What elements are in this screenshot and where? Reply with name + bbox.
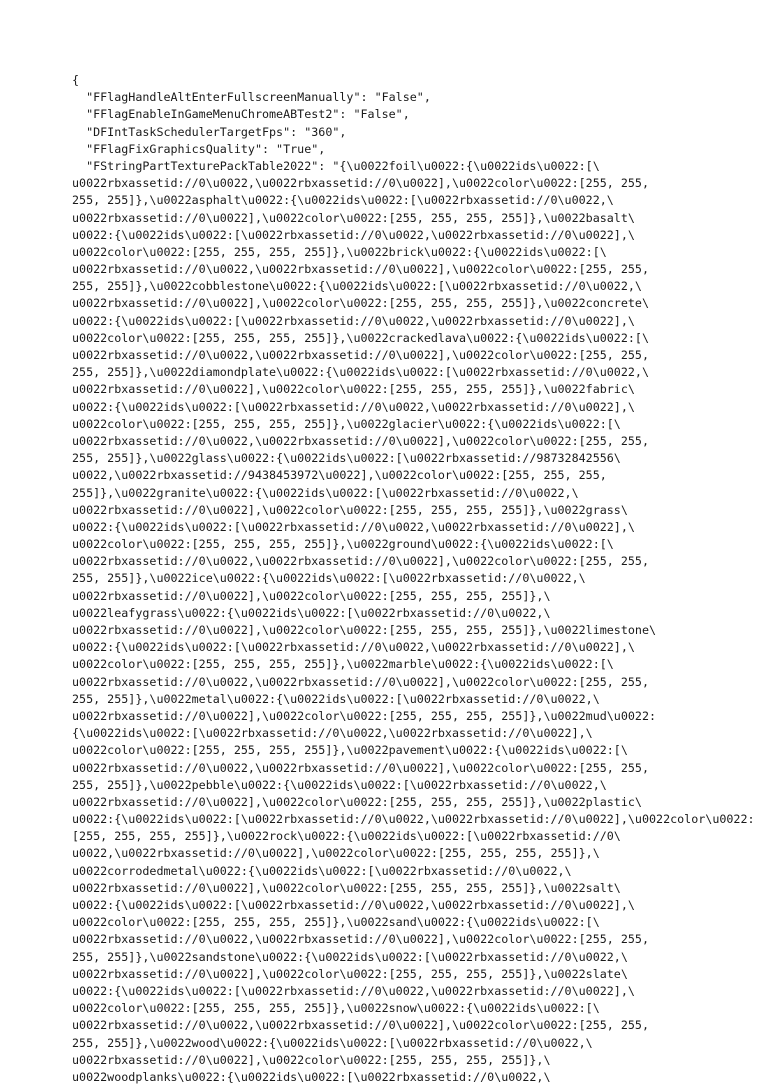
code-line: "FFlagHandleAltEnterFullscreenManually": "False", xyxy=(72,90,431,105)
code-line: u0022rbxassetid://0\u0022,\u0022rbxassetid://0\u0022],\u0022color\u0022:[255, 255, xyxy=(72,433,649,448)
code-line: 255, 255]},\u0022sandstone\u0022:{\u0022ids\u0022:[\u0022rbxassetid://0\u0022,\ xyxy=(72,949,628,964)
code-line: u0022color\u0022:[255, 255, 255, 255]},\u0022ground\u0022:{\u0022ids\u0022:[\ xyxy=(72,537,614,552)
code-line: 255, 255]},\u0022pebble\u0022:{\u0022ids\u0022:[\u0022rbxassetid://0\u0022,\ xyxy=(72,777,607,792)
code-line: u0022rbxassetid://0\u0022],\u0022color\u0022:[255, 255, 255, 255]},\u0022slate\ xyxy=(72,966,628,981)
code-line: u0022corrodedmetal\u0022:{\u0022ids\u0022:[\u0022rbxassetid://0\u0022,\ xyxy=(72,863,572,878)
code-line: "FFlagFixGraphicsQuality": "True", xyxy=(72,141,326,156)
code-line: u0022rbxassetid://0\u0022],\u0022color\u0022:[255, 255, 255, 255]},\u0022concrete\ xyxy=(72,296,649,311)
code-line: u0022rbxassetid://0\u0022,\u0022rbxassetid://0\u0022],\u0022color\u0022:[255, 255, xyxy=(72,348,649,362)
code-line: 255, 255]},\u0022ice\u0022:{\u0022ids\u0022:[\u0022rbxassetid://0\u0022,\ xyxy=(72,571,586,586)
code-line: u0022color\u0022:[255, 255, 255, 255]},\u0022brick\u0022:{\u0022ids\u0022:[\ xyxy=(72,244,607,259)
code-line: 255, 255]},\u0022asphalt\u0022:{\u0022ids\u0022:[\u0022rbxassetid://0\u0022,\ xyxy=(72,193,614,208)
code-line: u0022leafygrass\u0022:{\u0022ids\u0022:[\u0022rbxassetid://0\u0022,\ xyxy=(72,605,551,620)
code-line: u0022rbxassetid://0\u0022],\u0022color\u0022:[255, 255, 255, 255]},\u0022fabric\ xyxy=(72,382,635,397)
code-line: 255, 255]},\u0022wood\u0022:{\u0022ids\u0022:[\u0022rbxassetid://0\u0022,\ xyxy=(72,1035,593,1050)
code-line: u0022:{\u0022ids\u0022:[\u0022rbxassetid://0\u0022,\u0022rbxassetid://0\u0022],\ xyxy=(72,519,635,534)
code-line: { xyxy=(72,73,80,87)
code-line: 255, 255]},\u0022glass\u0022:{\u0022ids\u0022:[\u0022rbxassetid://98732842556\ xyxy=(72,451,621,466)
code-line: u0022rbxassetid://0\u0022],\u0022color\u0022:[255, 255, 255, 255]},\u0022limestone\ xyxy=(72,623,657,637)
code-line: u0022rbxassetid://0\u0022],\u0022color\u0022:[255, 255, 255, 255]},\ xyxy=(72,588,551,603)
code-line: "FStringPartTexturePackTable2022": "{\u0022foil\u0022:{\u0022ids\u0022:[\ xyxy=(72,158,600,173)
code-line: u0022,\u0022rbxassetid://0\u0022],\u0022color\u0022:[255, 255, 255, 255]},\ xyxy=(72,846,600,861)
code-line: u0022rbxassetid://0\u0022,\u0022rbxassetid://0\u0022],\u0022color\u0022:[255, 255, xyxy=(72,262,649,277)
code-line: u0022:{\u0022ids\u0022:[\u0022rbxassetid://0\u0022,\u0022rbxassetid://0\u0022],\ xyxy=(72,313,635,328)
code-line: u0022color\u0022:[255, 255, 255, 255]},\u0022marble\u0022:{\u0022ids\u0022:[\ xyxy=(72,657,614,672)
code-line: "DFIntTaskSchedulerTargetFps": "360", xyxy=(72,124,347,139)
code-line: u0022:{\u0022ids\u0022:[\u0022rbxassetid://0\u0022,\u0022rbxassetid://0\u0022],\ xyxy=(72,983,635,998)
code-line: [255, 255, 255, 255]},\u0022rock\u0022:{\u0022ids\u0022:[\u0022rbxassetid://0\ xyxy=(72,829,621,844)
code-line: u0022woodplanks\u0022:{\u0022ids\u0022:[\u0022rbxassetid://0\u0022,\ xyxy=(72,1069,551,1084)
code-line: u0022rbxassetid://0\u0022],\u0022color\u0022:[255, 255, 255, 255]},\u0022mud\u0022: xyxy=(72,708,657,723)
code-line: u0022:{\u0022ids\u0022:[\u0022rbxassetid://0\u0022,\u0022rbxassetid://0\u0022],\ xyxy=(72,227,635,242)
code-line: u0022rbxassetid://0\u0022,\u0022rbxassetid://0\u0022],\u0022color\u0022:[255, 255, xyxy=(72,554,649,569)
code-line: u0022color\u0022:[255, 255, 255, 255]},\u0022pavement\u0022:{\u0022ids\u0022:[\ xyxy=(72,743,628,758)
code-line: u0022:{\u0022ids\u0022:[\u0022rbxassetid://0\u0022,\u0022rbxassetid://0\u0022],\ xyxy=(72,640,635,655)
code-line: u0022color\u0022:[255, 255, 255, 255]},\u0022glacier\u0022:{\u0022ids\u0022:[\ xyxy=(72,416,621,431)
code-line: 255, 255]},\u0022cobblestone\u0022:{\u0022ids\u0022:[\u0022rbxassetid://0\u0022,\ xyxy=(72,279,642,294)
code-line: u0022rbxassetid://0\u0022],\u0022color\u0022:[255, 255, 255, 255]},\u0022plastic\ xyxy=(72,794,642,809)
code-line: 255]},\u0022granite\u0022:{\u0022ids\u0022:[\u0022rbxassetid://0\u0022,\ xyxy=(72,485,579,500)
code-line: u0022color\u0022:[255, 255, 255, 255]},\u0022snow\u0022:{\u0022ids\u0022:[\ xyxy=(72,1001,600,1016)
json-code-block xyxy=(72,72,755,1086)
code-line: u0022,\u0022rbxassetid://9438453972\u0022],\u0022color\u0022:[255, 255, 255, xyxy=(72,468,607,483)
code-line: u0022:{\u0022ids\u0022:[\u0022rbxassetid://0\u0022,\u0022rbxassetid://0\u0022],\u0022color\u0022: xyxy=(72,812,755,827)
code-line: u0022rbxassetid://0\u0022],\u0022color\u0022:[255, 255, 255, 255]},\u0022grass\ xyxy=(72,502,628,517)
code-line: u0022rbxassetid://0\u0022,\u0022rbxassetid://0\u0022],\u0022color\u0022:[255, 255, xyxy=(72,176,649,191)
code-line: "FFlagEnableInGameMenuChromeABTest2": "False", xyxy=(72,107,410,122)
code-line: u0022rbxassetid://0\u0022,\u0022rbxassetid://0\u0022],\u0022color\u0022:[255, 255, xyxy=(72,1018,649,1033)
code-line: u0022rbxassetid://0\u0022,\u0022rbxassetid://0\u0022],\u0022color\u0022:[255, 255, xyxy=(72,760,649,775)
code-line: u0022:{\u0022ids\u0022:[\u0022rbxassetid://0\u0022,\u0022rbxassetid://0\u0022],\ xyxy=(72,898,635,912)
code-line: u0022rbxassetid://0\u0022],\u0022color\u0022:[255, 255, 255, 255]},\u0022basalt\ xyxy=(72,210,635,225)
code-line: 255, 255]},\u0022diamondplate\u0022:{\u0022ids\u0022:[\u0022rbxassetid://0\u0022,\ xyxy=(72,365,649,380)
code-line: u0022rbxassetid://0\u0022],\u0022color\u0022:[255, 255, 255, 255]},\u0022salt\ xyxy=(72,880,621,895)
code-line: u0022rbxassetid://0\u0022,\u0022rbxassetid://0\u0022],\u0022color\u0022:[255, 255, xyxy=(72,932,649,947)
code-line: 255, 255]},\u0022metal\u0022:{\u0022ids\u0022:[\u0022rbxassetid://0\u0022,\ xyxy=(72,691,600,706)
code-line: u0022:{\u0022ids\u0022:[\u0022rbxassetid://0\u0022,\u0022rbxassetid://0\u0022],\ xyxy=(72,399,635,414)
code-line: {\u0022ids\u0022:[\u0022rbxassetid://0\u0022,\u0022rbxassetid://0\u0022],\ xyxy=(72,726,593,741)
code-line: u0022color\u0022:[255, 255, 255, 255]},\u0022crackedlava\u0022:{\u0022ids\u0022:[\ xyxy=(72,330,649,345)
code-line: u0022rbxassetid://0\u0022],\u0022color\u0022:[255, 255, 255, 255]},\ xyxy=(72,1052,551,1067)
code-line: u0022rbxassetid://0\u0022,\u0022rbxassetid://0\u0022],\u0022color\u0022:[255, 255, xyxy=(72,674,649,689)
code-line: u0022color\u0022:[255, 255, 255, 255]},\u0022sand\u0022:{\u0022ids\u0022:[\ xyxy=(72,915,600,930)
